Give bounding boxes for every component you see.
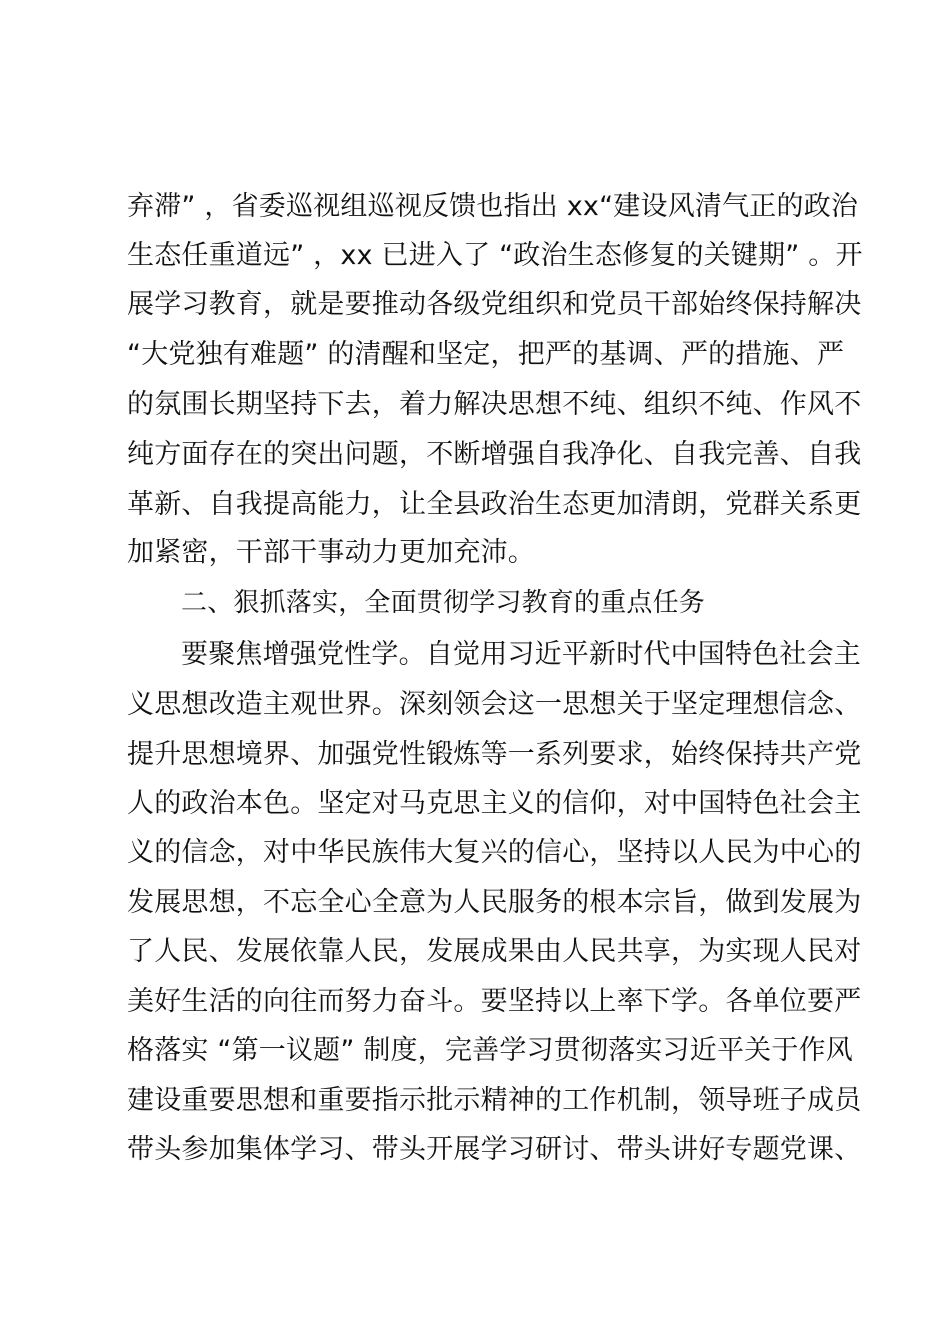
body-text-line: 纯方面存在的突出问题，不断增强自我净化、自我完善、自我 [127, 439, 862, 470]
body-text-line: 的氛围长期坚持下去，着力解决思想不纯、组织不纯、作风不 [127, 389, 862, 420]
body-text-line: 革新、自我提高能力，让全县政治生态更加清朗，党群关系更 [127, 489, 862, 520]
body-text-line: 加紧密，干部干事动力更加充沛。 [127, 537, 535, 568]
body-text-line: 美好生活的向往而努力奋斗。要坚持以上率下学。各单位要严 [127, 986, 862, 1017]
body-text-line: 义的信念，对中华民族伟大复兴的信心，坚持以人民为中心的 [127, 837, 862, 868]
paragraph-first-line: 要聚焦增强党性学。自觉用习近平新时代中国特色社会主 [181, 639, 861, 670]
body-text-line: 生态任重道远” ，xx 已进入了 “政治生态修复的关键期” 。开 [127, 240, 863, 271]
body-text-line: 义思想改造主观世界。深刻领会这一思想关于坚定理想信念、 [127, 689, 862, 720]
body-text-line: 发展思想，不忘全心全意为人民服务的根本宗旨，做到发展为 [127, 887, 862, 918]
body-text-line: 建设重要思想和重要指示批示精神的工作机制，领导班子成员 [127, 1085, 862, 1116]
body-text-line: 带头参加集体学习、带头开展学习研讨、带头讲好专题党课、 [127, 1134, 862, 1165]
body-text-line: 格落实 “第一议题” 制度，完善学习贯彻落实习近平关于作风 [127, 1035, 853, 1066]
body-text-line: 了人民、发展依靠人民，发展成果由人民共享，为实现人民对 [127, 936, 862, 967]
body-text-line: “大党独有难题” 的清醒和坚定，把严的基调、严的措施、严 [127, 339, 845, 370]
body-text-line: 提升思想境界、加强党性锻炼等一系列要求，始终保持共产党 [127, 739, 862, 770]
body-text-line: 展学习教育，就是要推动各级党组织和党员干部始终保持解决 [127, 289, 862, 320]
body-text-line: 人的政治本色。坚定对马克思主义的信仰，对中国特色社会主 [127, 788, 862, 819]
body-text-line: 弃滞” ，省委巡视组巡视反馈也指出 xx“建设风清气正的政治 [127, 191, 859, 222]
section-heading: 二、狠抓落实，全面贯彻学习教育的重点任务 [181, 588, 706, 618]
